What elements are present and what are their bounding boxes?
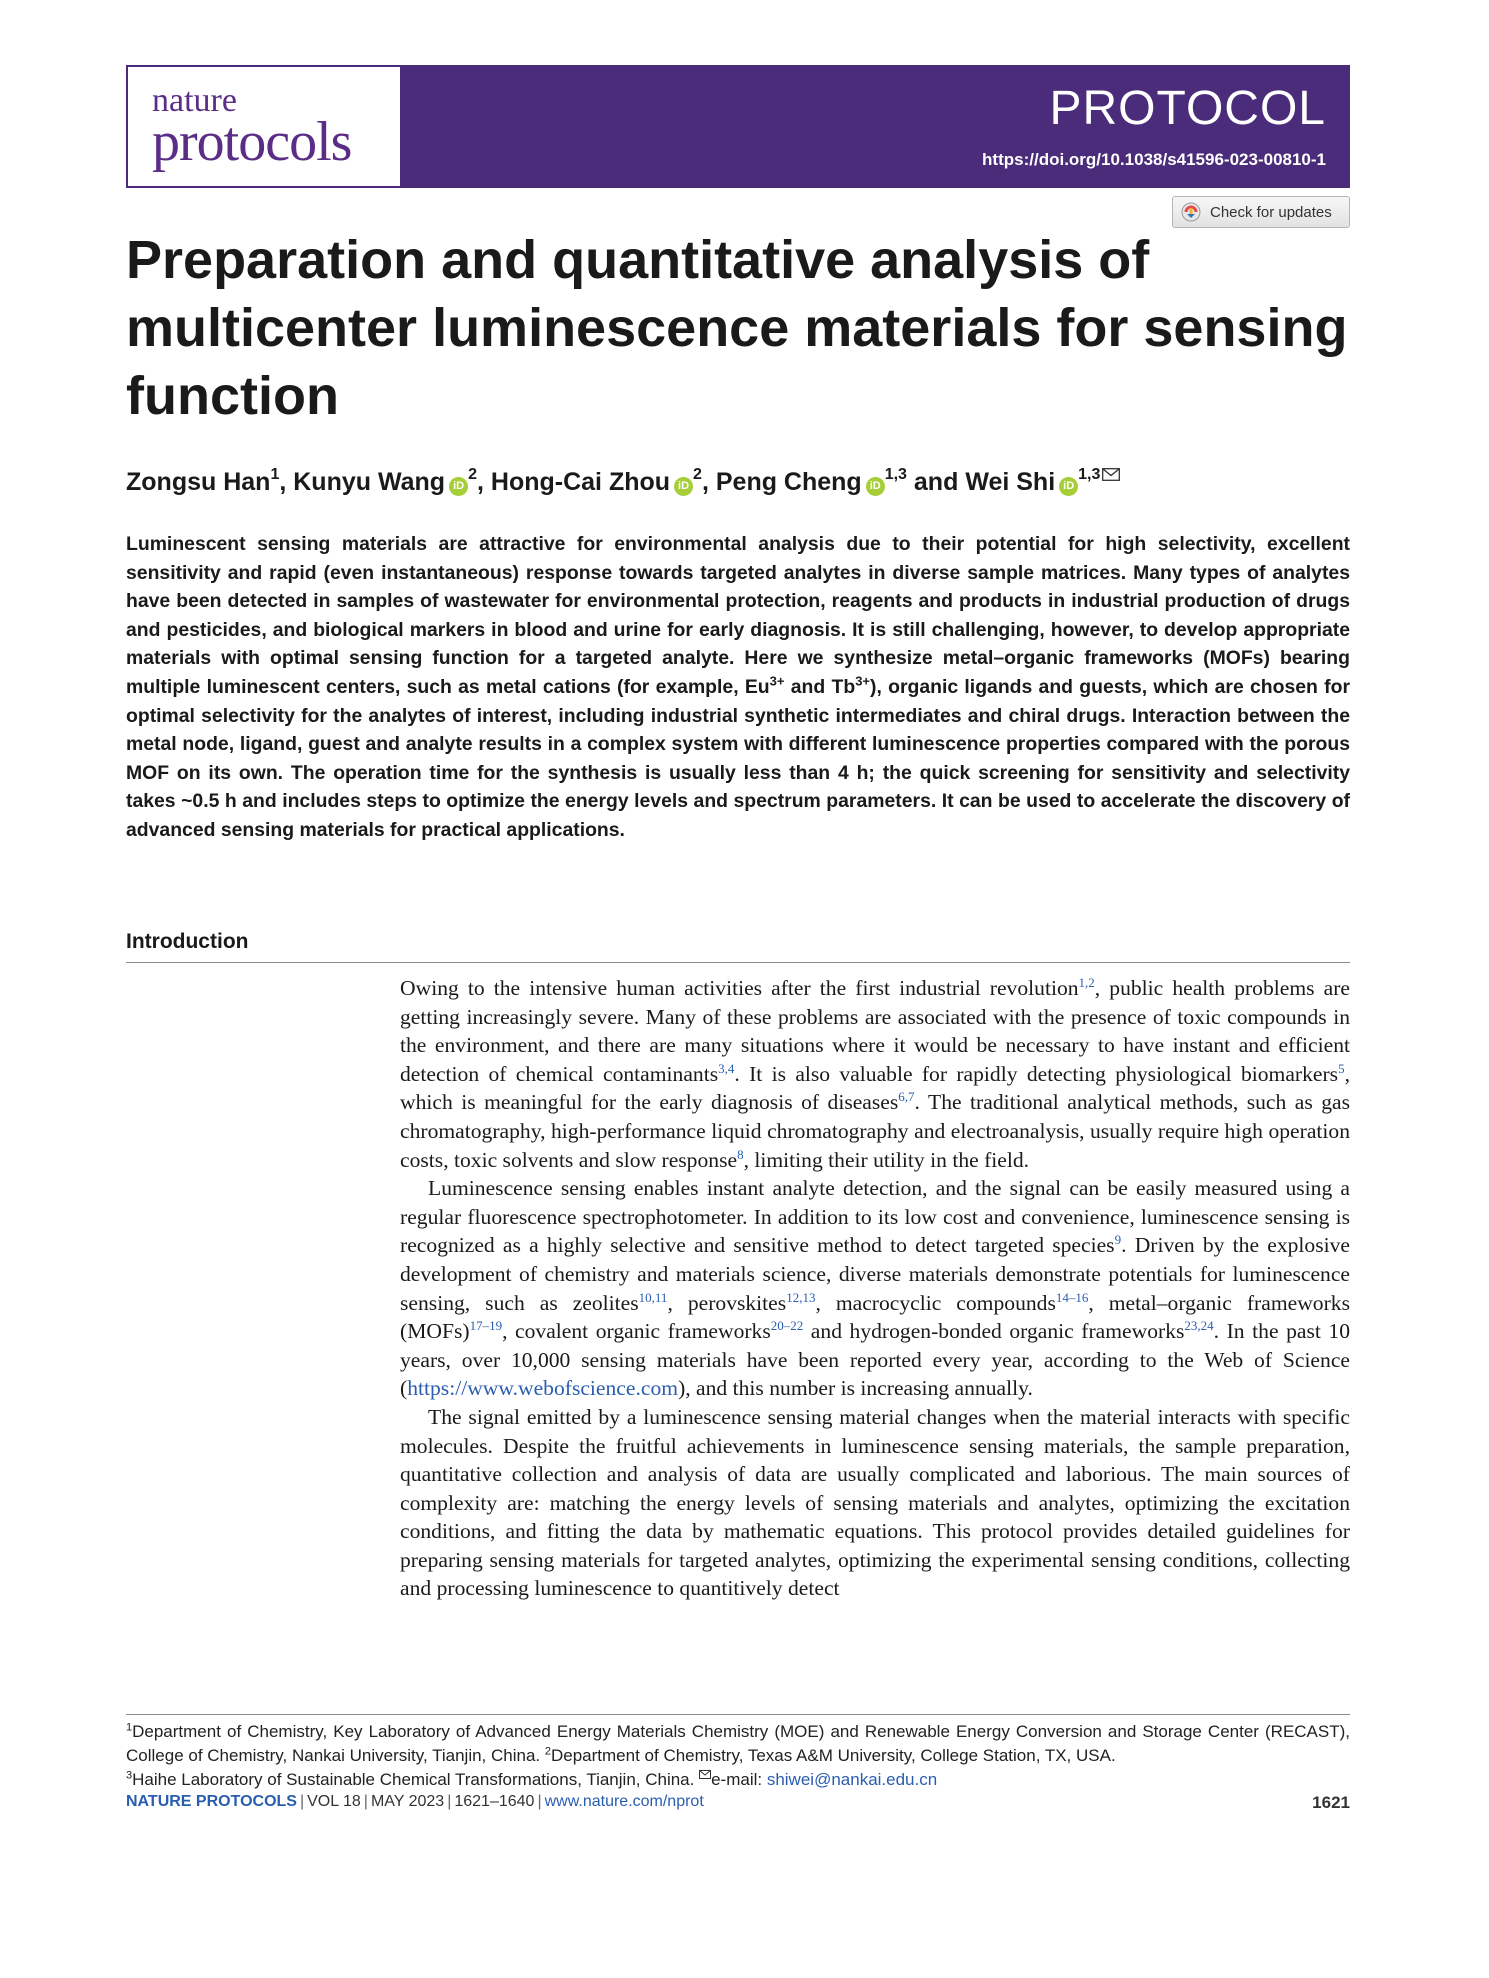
author-affiliation: 1,3 xyxy=(884,466,907,483)
crossmark-icon xyxy=(1181,202,1201,222)
abstract-conjunction: and xyxy=(790,675,826,698)
affiliations-footnote xyxy=(126,1720,1350,1792)
check-for-updates-button[interactable] xyxy=(1172,196,1350,228)
author-affiliation: 2 xyxy=(693,466,702,483)
author-list: Zongsu Han$^1$, Kunyu Wang $iD^2$, Hong-Cai Zhou $iD^2$, Peng Cheng iD$^{1,3}$ and Wei Shi iD$^{1,3}$ xyxy=(126,464,1356,500)
footer-journal-url[interactable]: www.nature.com/nprot xyxy=(544,1793,704,1810)
reference-citation[interactable]: 12,13 xyxy=(786,1289,816,1305)
reference-citation[interactable]: 14–16 xyxy=(1055,1289,1089,1305)
logo-nature: nature xyxy=(152,81,237,119)
terbium-charge: 3+ xyxy=(855,673,871,689)
footer-date: MAY 2023 xyxy=(370,1793,445,1810)
web-link[interactable]: https://www.webofscience.com xyxy=(407,1376,679,1401)
reference-citation[interactable]: 17–19 xyxy=(469,1317,503,1333)
affiliation-text: Department of Chemistry, Texas A&M University, College Station, TX, USA. xyxy=(551,1746,1116,1765)
reference-citation[interactable]: 10,11 xyxy=(638,1289,668,1305)
author-conjunction: and xyxy=(913,468,959,496)
affiliation-number: 1 xyxy=(126,1721,133,1734)
reference-citation[interactable]: 20–22 xyxy=(770,1317,804,1333)
affiliation-text: Haihe Laboratory of Sustainable Chemical Transformations, Tianjin, China. xyxy=(132,1770,700,1789)
affiliation-text: Department of Chemistry, Key Laboratory of Advanced Energy Materials Chemistry (MOE) and Renewable Energy Conversion and Storage Center (RECAST), College of Chemistry, Nankai University, Tianjin, China. xyxy=(126,1722,1350,1765)
affiliation-number: 3 xyxy=(126,1769,133,1782)
introduction-body xyxy=(400,974,1350,1603)
orcid-icon[interactable]: iD xyxy=(866,477,885,496)
reference-citation[interactable]: 3,4 xyxy=(718,1060,735,1076)
reference-citation[interactable]: 1,2 xyxy=(1078,974,1095,990)
doi-link[interactable]: https://doi.org/10.1038/s41596-023-00810-1 xyxy=(982,150,1326,169)
email-label: e-mail: xyxy=(711,1770,767,1789)
article-banner xyxy=(400,67,1348,186)
journal-header xyxy=(126,65,1350,188)
terbium-symbol: Tb xyxy=(831,675,856,698)
author-name[interactable]: Kunyu Wang xyxy=(293,468,446,496)
abstract-text: ), organic ligands and guests, which are chosen for optimal selectivity for the analytes of interest, including industrial synthetic intermediates and chiral drugs. Interaction between the metal node, ligand, guest and analyte results in a complex system with different luminescence properties compared with the porous MOF on its own. The operation time for the synthesis is usually less than 4 h; the quick screening for sensitivity and selectivity takes ~0.5 h and includes steps to optimize the energy levels and spectrum parameters. It can be used to accelerate the discovery of advanced sensing materials for practical applications. xyxy=(126,675,1350,841)
abstract-text: Luminescent sensing materials are attractive for environmental analysis due to their potential for high selectivity, excellent sensitivity and rapid (even instantaneous) response towards targeted analytes in diverse sample matrices. Many types of analytes have been detected in samples of wastewater for environmental protection, reagents and products in industrial production of drugs and pesticides, and biological markers in blood and urine for early diagnosis. It is still challenging, however, to develop appropriate materials with optimal sensing function for a targeted analyte. Here we synthesize metal–organic frameworks (MOFs) bearing multiple luminescent centers, such as metal cations (for example, xyxy=(126,533,1350,698)
author-affiliation: 1 xyxy=(270,466,280,483)
email-link[interactable]: shiwei@nankai.edu.cn xyxy=(766,1770,938,1789)
reference-citation[interactable]: 9 xyxy=(1114,1232,1122,1248)
author-affiliation: 1,3 xyxy=(1078,466,1101,483)
europium-charge: 3+ xyxy=(769,673,785,689)
page-number: 1621 xyxy=(1312,1793,1350,1812)
europium-symbol: Eu xyxy=(744,675,770,698)
paragraph: The signal emitted by a luminescence sensing material changes when the material interacts with specific molecules. Despite the fruitful achievements in luminescence sensing materials, the sample preparation, quantitative collection and analysis of data are usually complicated and laborious. The main sources of complexity are: matching the energy levels of sensing materials and analytes, optimizing the excitation conditions, and fitting the data by mathematic equations. This protocol provides detailed guidelines for preparing sensing materials for targeted analytes, optimizing the experimental sensing conditions, collecting and processing luminescence to quantitively detect xyxy=(400,1404,1350,1601)
author-name[interactable]: Hong-Cai Zhou xyxy=(490,468,671,496)
affiliation-number: 2 xyxy=(544,1745,551,1758)
check-for-updates-label: Check for updates xyxy=(1210,203,1332,221)
reference-citation[interactable]: 23,24 xyxy=(1184,1317,1214,1333)
orcid-icon[interactable]: iD xyxy=(449,477,468,496)
paragraph: Luminescence sensing enables instant analyte detection, and the signal can be easily measured using a regular fluorescence spectrophotometer. In addition to its low cost and convenience, luminescence sensing is recognized as a highly selective and sensitive method to detect targeted species$^9$. Driven by the explosive development of chemistry and materials science, diverse materials demonstrate potentials for luminescence sensing, such as zeolites$^{10,11}$, perovskites$^{12,13}$, macrocyclic compounds$^{14-16}$, metal–organic frameworks (MOFs)$^{17-19}$, covalent organic frameworks$^{20-22}$ and hydrogen-bonded organic frameworks$^{23,24}$. In the past 10 years, over 10,000 sensing materials have been reported every year, according to the Web of Science (https://www.webofscience.com), and this number is increasing annually. xyxy=(400,1176,1350,1401)
logo-protocols: protocols xyxy=(152,110,352,173)
reference-citation[interactable]: 8 xyxy=(737,1146,744,1162)
article-title: Preparation and quantitative analysis of multicenter luminescence materials for sensing function xyxy=(126,230,1348,426)
envelope-icon[interactable] xyxy=(1102,468,1120,481)
envelope-icon xyxy=(699,1770,711,1779)
orcid-icon[interactable]: iD xyxy=(1059,477,1078,496)
page-footer: NATURE PROTOCOLS | VOL 18 | MAY 2023 | 1621–1640 | www.nature.com/nprot 1621 xyxy=(126,1793,1350,1812)
author-name[interactable]: Zongsu Han xyxy=(126,468,271,496)
footnote-divider xyxy=(126,1714,1350,1715)
section-heading-introduction: Introduction xyxy=(126,930,1350,963)
footer-volume: VOL 18 xyxy=(307,1793,361,1810)
author-affiliation: 2 xyxy=(468,466,477,483)
author-name[interactable]: Wei Shi xyxy=(965,468,1056,496)
author-name[interactable]: Peng Cheng xyxy=(715,468,862,496)
orcid-icon[interactable]: iD xyxy=(674,477,693,496)
paragraph: Owing to the intensive human activities after the first industrial revolution$^{1,2}$, public health problems are getting increasingly severe. Many of these problems are associated with the presence of toxic compounds in the environment, and there are many situations where it would be necessary to have instant and efficient detection of chemical contaminants$^{3,4}$. It is also valuable for rapidly detecting physiological biomarkers$^5$, which is meaningful for the early diagnosis of diseases$^{6,7}$. The traditional analytical methods, such as gas chromatography, high-performance liquid chromatography and electroanalysis, usually require high operation costs, toxic solvents and slow response$^8$, limiting their utility in the field. xyxy=(400,974,1350,1172)
footer-pages: 1621–1640 xyxy=(454,1793,535,1810)
reference-citation[interactable]: 5 xyxy=(1338,1060,1345,1076)
article-type: PROTOCOL xyxy=(1049,82,1326,135)
reference-citation[interactable]: 6,7 xyxy=(898,1089,915,1105)
journal-logo[interactable] xyxy=(128,67,400,186)
footer-journal-name: NATURE PROTOCOLS xyxy=(126,1793,297,1810)
abstract xyxy=(126,530,1350,845)
